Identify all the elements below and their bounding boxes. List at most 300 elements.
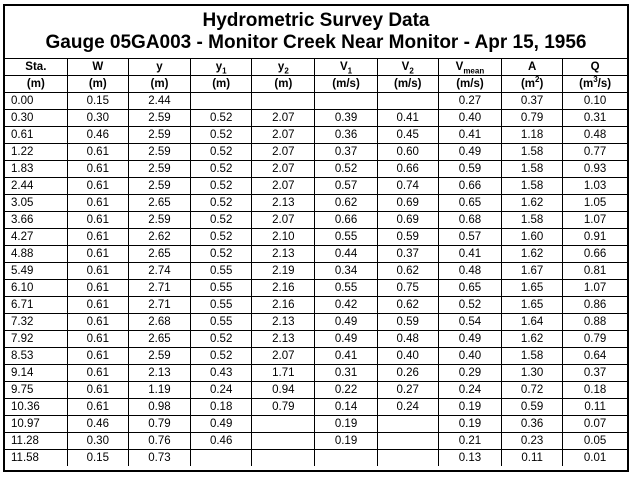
table-cell: 0.93: [563, 161, 627, 178]
column-header-subscript: mean: [463, 65, 485, 75]
table-cell: 9.75: [5, 382, 67, 399]
table-cell: 1.58: [502, 178, 563, 195]
table-cell: 1.65: [502, 280, 563, 297]
table-cell: 3.66: [5, 212, 67, 229]
table-cell: 0.29: [438, 365, 501, 382]
table-cell: 3.05: [5, 195, 67, 212]
table-cell: 0.94: [252, 382, 315, 399]
column-unit: [315, 76, 377, 93]
column-header-subscript: 1: [222, 65, 227, 75]
table-cell: 0.61: [67, 263, 128, 280]
column-header-subscript: 1: [347, 65, 353, 75]
table-cell: 0.45: [377, 127, 438, 144]
table-cell: 2.71: [128, 280, 190, 297]
column-header: [252, 59, 315, 76]
table-cell: 0.61: [67, 348, 128, 365]
table-cell: 0.43: [191, 365, 252, 382]
table-cell: 0.52: [191, 331, 252, 348]
table-cell: 1.30: [502, 365, 563, 382]
column-unit-label: (m/s): [332, 77, 360, 90]
table-cell: 1.18: [502, 127, 563, 144]
table-row: [5, 195, 627, 212]
column-header: [563, 59, 627, 76]
table-cell: 0.41: [438, 127, 501, 144]
table-cell: 0.55: [191, 297, 252, 314]
column-unit-superscript: 3: [593, 75, 598, 84]
column-unit: [252, 76, 315, 93]
table-cell: 4.88: [5, 246, 67, 263]
table-cell: 0.61: [67, 178, 128, 195]
table-cell: 0.77: [563, 144, 627, 161]
column-unit-superscript: 2: [535, 75, 540, 84]
column-header-label: V: [455, 60, 464, 73]
table-cell: 2.65: [128, 195, 190, 212]
table-cell: 0.36: [315, 127, 377, 144]
table-cell: 0.61: [67, 314, 128, 331]
column-header-label: V: [339, 60, 348, 73]
table-cell: 0.37: [563, 365, 627, 382]
table-cell: 0.65: [438, 195, 501, 212]
column-header: [191, 59, 252, 76]
table-cell: 0.66: [377, 161, 438, 178]
table-cell: 2.59: [128, 348, 190, 365]
table-cell: 1.62: [502, 246, 563, 263]
table-row: [5, 365, 627, 382]
table-cell: 10.36: [5, 399, 67, 416]
table-cell: 0.41: [315, 348, 377, 365]
table-row: [5, 263, 627, 280]
table-cell: [191, 450, 252, 467]
table-cell: 0.24: [377, 399, 438, 416]
table-cell: 0.31: [563, 110, 627, 127]
table-cell: 2.74: [128, 263, 190, 280]
table-cell: 1.62: [502, 195, 563, 212]
table-cell: 2.07: [252, 161, 315, 178]
table-cell: 0.61: [67, 212, 128, 229]
column-unit: [438, 76, 501, 93]
table-cell: 0.40: [377, 348, 438, 365]
table-cell: 0.52: [191, 110, 252, 127]
table-cell: 0.23: [502, 433, 563, 450]
table-row: [5, 280, 627, 297]
table-cell: 0.59: [438, 161, 501, 178]
table-cell: 0.74: [377, 178, 438, 195]
table-cell: 10.97: [5, 416, 67, 433]
table-row: [5, 229, 627, 246]
column-unit-label: (m/s): [456, 77, 484, 90]
table-row: [5, 93, 627, 110]
table-cell: 0.88: [563, 314, 627, 331]
table-cell: 0.55: [315, 229, 377, 246]
column-unit: [502, 76, 563, 93]
table-cell: 1.19: [128, 382, 190, 399]
column-header-label: Sta.: [25, 60, 47, 73]
table-cell: 0.55: [191, 263, 252, 280]
column-unit-label: (m/s): [393, 77, 422, 90]
table-cell: 0.37: [377, 246, 438, 263]
table-cell: 0.52: [191, 229, 252, 246]
column-header-label: A: [527, 60, 537, 73]
table-row: [5, 382, 627, 399]
table-cell: 0.11: [502, 450, 563, 467]
table-cell: 0.55: [191, 314, 252, 331]
table-row: [5, 399, 627, 416]
table-cell: 1.62: [502, 331, 563, 348]
table-cell: 0.60: [377, 144, 438, 161]
table-row: [5, 178, 627, 195]
table-cell: 0.76: [128, 433, 190, 450]
column-header: [315, 59, 377, 76]
table-cell: 0.10: [563, 93, 627, 110]
table-cell: 0.81: [563, 263, 627, 280]
table-cell: 0.49: [315, 331, 377, 348]
table-cell: 1.60: [502, 229, 563, 246]
table-cell: 0.65: [438, 280, 501, 297]
table-cell: 0.69: [377, 212, 438, 229]
table-cell: 2.07: [252, 348, 315, 365]
table-row: [5, 212, 627, 229]
table-cell: [377, 416, 438, 433]
column-header: [128, 59, 190, 76]
table-cell: 2.13: [252, 195, 315, 212]
table-cell: 4.27: [5, 229, 67, 246]
column-header: [5, 59, 67, 76]
table-cell: 0.79: [128, 416, 190, 433]
table-cell: 2.07: [252, 178, 315, 195]
table-cell: 2.59: [128, 161, 190, 178]
table-cell: 9.14: [5, 365, 67, 382]
table-cell: 0.37: [315, 144, 377, 161]
table-cell: 0.49: [438, 144, 501, 161]
table-cell: 0.69: [377, 195, 438, 212]
table-cell: 0.61: [67, 365, 128, 382]
table-header: [5, 59, 627, 93]
table-cell: 0.98: [128, 399, 190, 416]
table-cell: 11.58: [5, 450, 67, 467]
column-header: [438, 59, 501, 76]
column-unit-label: (m): [26, 77, 45, 90]
table-cell: 0.18: [191, 399, 252, 416]
table-cell: 0.52: [191, 178, 252, 195]
table-cell: 0.61: [67, 297, 128, 314]
table-cell: 0.86: [563, 297, 627, 314]
table-cell: 0.46: [67, 127, 128, 144]
table-cell: 1.07: [563, 280, 627, 297]
table-cell: 0.55: [191, 280, 252, 297]
table-cell: 0.61: [67, 161, 128, 178]
table-cell: 0.52: [191, 348, 252, 365]
table-cell: 0.19: [315, 433, 377, 450]
table-cell: 2.71: [128, 297, 190, 314]
table-cell: 0.11: [563, 399, 627, 416]
table-cell: 2.59: [128, 178, 190, 195]
table-cell: 0.79: [252, 399, 315, 416]
header-row-units: [5, 76, 627, 93]
table-cell: 2.59: [128, 212, 190, 229]
column-header-label: V: [401, 60, 410, 73]
column-unit: [128, 76, 190, 93]
table-cell: 0.59: [377, 229, 438, 246]
table-row: [5, 416, 627, 433]
table-cell: 1.67: [502, 263, 563, 280]
table-cell: [377, 93, 438, 110]
survey-data-table: [5, 59, 627, 466]
table-cell: 1.65: [502, 297, 563, 314]
table-cell: 0.73: [128, 450, 190, 467]
table-cell: 2.44: [128, 93, 190, 110]
table-cell: 1.58: [502, 144, 563, 161]
table-cell: 0.37: [502, 93, 563, 110]
column-unit: [377, 76, 438, 93]
table-cell: 7.32: [5, 314, 67, 331]
table-row: [5, 110, 627, 127]
table-cell: 0.27: [438, 93, 501, 110]
table-cell: 2.59: [128, 127, 190, 144]
column-unit-label: (m): [88, 77, 107, 90]
table-cell: 0.19: [438, 416, 501, 433]
table-cell: 0.39: [315, 110, 377, 127]
table-cell: 2.13: [128, 365, 190, 382]
table-row: [5, 144, 627, 161]
table-cell: [252, 416, 315, 433]
table-cell: 0.18: [563, 382, 627, 399]
table-cell: 0.52: [191, 246, 252, 263]
table-cell: 0.30: [5, 110, 67, 127]
table-cell: 0.52: [191, 195, 252, 212]
table-cell: 1.22: [5, 144, 67, 161]
table-body: [5, 93, 627, 467]
table-cell: [252, 433, 315, 450]
table-cell: 0.44: [315, 246, 377, 263]
table-cell: 0.61: [67, 331, 128, 348]
table-cell: 0.40: [438, 110, 501, 127]
column-unit: [67, 76, 128, 93]
table-cell: [252, 93, 315, 110]
table-cell: 0.30: [67, 433, 128, 450]
column-unit-label: (m): [212, 77, 231, 90]
table-cell: 0.57: [315, 178, 377, 195]
column-header-subscript: 2: [409, 65, 414, 75]
table-cell: 0.59: [502, 399, 563, 416]
table-cell: 0.54: [438, 314, 501, 331]
table-cell: 2.07: [252, 144, 315, 161]
table-cell: [377, 450, 438, 467]
table-cell: 1.71: [252, 365, 315, 382]
table-cell: 0.91: [563, 229, 627, 246]
table-cell: 2.65: [128, 331, 190, 348]
table-row: [5, 450, 627, 467]
table-row: [5, 297, 627, 314]
table-cell: 2.59: [128, 144, 190, 161]
table-cell: 0.59: [377, 314, 438, 331]
table-cell: 0.24: [191, 382, 252, 399]
table-cell: 0.34: [315, 263, 377, 280]
column-header-label: y: [215, 60, 223, 73]
table-cell: 0.62: [377, 297, 438, 314]
table-cell: 0.79: [502, 110, 563, 127]
column-header-label: Q: [590, 60, 600, 73]
table-cell: 0.61: [67, 229, 128, 246]
table-cell: 0.52: [191, 144, 252, 161]
table-cell: 0.62: [377, 263, 438, 280]
table-cell: 0.26: [377, 365, 438, 382]
column-unit: [5, 76, 67, 93]
table-cell: 0.41: [438, 246, 501, 263]
table-cell: 0.66: [563, 246, 627, 263]
table-cell: 0.57: [438, 229, 501, 246]
table-cell: 0.40: [438, 348, 501, 365]
table-cell: 2.16: [252, 280, 315, 297]
table-row: [5, 246, 627, 263]
table-cell: [377, 433, 438, 450]
table-cell: [191, 93, 252, 110]
title-block: [5, 6, 627, 59]
table-cell: 0.61: [67, 144, 128, 161]
table-cell: 0.61: [67, 399, 128, 416]
column-unit-label: (m: [520, 77, 535, 90]
table-cell: 0.61: [67, 280, 128, 297]
table-row: [5, 314, 627, 331]
title-main: Hydrometric Survey Data: [202, 10, 430, 31]
table-row: [5, 331, 627, 348]
table-cell: 0.48: [377, 331, 438, 348]
table-cell: 2.19: [252, 263, 315, 280]
table-cell: 0.72: [502, 382, 563, 399]
table-cell: 0.13: [438, 450, 501, 467]
table-cell: 2.44: [5, 178, 67, 195]
column-header-label: y: [156, 60, 163, 73]
table-cell: 1.83: [5, 161, 67, 178]
table-cell: 2.16: [252, 297, 315, 314]
table-cell: 1.07: [563, 212, 627, 229]
table-cell: 5.49: [5, 263, 67, 280]
table-cell: 11.28: [5, 433, 67, 450]
column-header: [67, 59, 128, 76]
table-cell: 0.00: [5, 93, 67, 110]
header-row-names: [5, 59, 627, 76]
table-row: [5, 348, 627, 365]
table-cell: 0.52: [191, 161, 252, 178]
column-header-label: W: [92, 60, 104, 73]
table-cell: 0.48: [563, 127, 627, 144]
table-cell: 2.10: [252, 229, 315, 246]
table-cell: 0.22: [315, 382, 377, 399]
table-cell: 0.49: [438, 331, 501, 348]
column-unit: [563, 76, 627, 93]
table-cell: 0.19: [315, 416, 377, 433]
table-cell: 0.64: [563, 348, 627, 365]
column-unit-label: (m: [579, 77, 594, 90]
table-cell: 0.42: [315, 297, 377, 314]
table-cell: 0.27: [377, 382, 438, 399]
table-cell: 0.14: [315, 399, 377, 416]
column-header: [502, 59, 563, 76]
table-cell: 0.36: [502, 416, 563, 433]
table-cell: 2.07: [252, 127, 315, 144]
table-cell: 0.66: [315, 212, 377, 229]
table-cell: 0.52: [438, 297, 501, 314]
table-cell: 0.46: [67, 416, 128, 433]
table-cell: 0.30: [67, 110, 128, 127]
table-cell: 0.15: [67, 93, 128, 110]
table-row: [5, 127, 627, 144]
survey-table-frame: [3, 4, 629, 472]
table-cell: 6.71: [5, 297, 67, 314]
table-cell: 0.62: [315, 195, 377, 212]
table-cell: 0.61: [67, 382, 128, 399]
table-cell: 0.31: [315, 365, 377, 382]
table-cell: 1.03: [563, 178, 627, 195]
table-cell: 8.53: [5, 348, 67, 365]
table-row: [5, 161, 627, 178]
table-cell: 2.62: [128, 229, 190, 246]
table-cell: 0.61: [5, 127, 67, 144]
table-cell: 0.52: [315, 161, 377, 178]
column-header-label: y: [277, 60, 285, 73]
table-cell: 0.68: [438, 212, 501, 229]
column-unit-label: (m): [274, 77, 293, 90]
table-cell: 0.21: [438, 433, 501, 450]
table-cell: 0.49: [191, 416, 252, 433]
column-unit: [191, 76, 252, 93]
table-cell: 2.13: [252, 314, 315, 331]
table-cell: 0.48: [438, 263, 501, 280]
table-cell: 0.61: [67, 195, 128, 212]
table-cell: 0.52: [191, 127, 252, 144]
table-cell: 0.75: [377, 280, 438, 297]
table-cell: 2.13: [252, 246, 315, 263]
table-cell: 1.58: [502, 161, 563, 178]
table-cell: 0.61: [67, 246, 128, 263]
table-cell: 0.41: [377, 110, 438, 127]
column-header: [377, 59, 438, 76]
table-cell: 1.58: [502, 348, 563, 365]
table-cell: 0.07: [563, 416, 627, 433]
column-header-subscript: 2: [284, 65, 289, 75]
table-cell: 2.13: [252, 331, 315, 348]
table-cell: 0.01: [563, 450, 627, 467]
table-cell: [315, 93, 377, 110]
table-cell: 2.65: [128, 246, 190, 263]
table-cell: 0.05: [563, 433, 627, 450]
column-unit-tail: /s): [597, 77, 612, 90]
table-cell: [252, 450, 315, 467]
table-cell: 1.05: [563, 195, 627, 212]
table-cell: 0.15: [67, 450, 128, 467]
table-cell: 0.19: [438, 399, 501, 416]
table-cell: 0.24: [438, 382, 501, 399]
table-cell: 2.07: [252, 212, 315, 229]
table-cell: 7.92: [5, 331, 67, 348]
title-subtitle: Gauge 05GA003 - Monitor Creek Near Monitor - Apr 15, 1956: [45, 32, 587, 53]
table-cell: 2.59: [128, 110, 190, 127]
table-cell: 0.55: [315, 280, 377, 297]
table-cell: 0.79: [563, 331, 627, 348]
table-cell: 0.66: [438, 178, 501, 195]
table-cell: 1.58: [502, 212, 563, 229]
table-row: [5, 433, 627, 450]
table-cell: 2.07: [252, 110, 315, 127]
table-cell: 2.68: [128, 314, 190, 331]
table-cell: 6.10: [5, 280, 67, 297]
table-cell: [315, 450, 377, 467]
column-unit-tail: ): [539, 77, 544, 90]
table-cell: 0.46: [191, 433, 252, 450]
table-cell: 1.64: [502, 314, 563, 331]
table-cell: 0.52: [191, 212, 252, 229]
table-cell: 0.49: [315, 314, 377, 331]
column-unit-label: (m): [150, 77, 169, 90]
